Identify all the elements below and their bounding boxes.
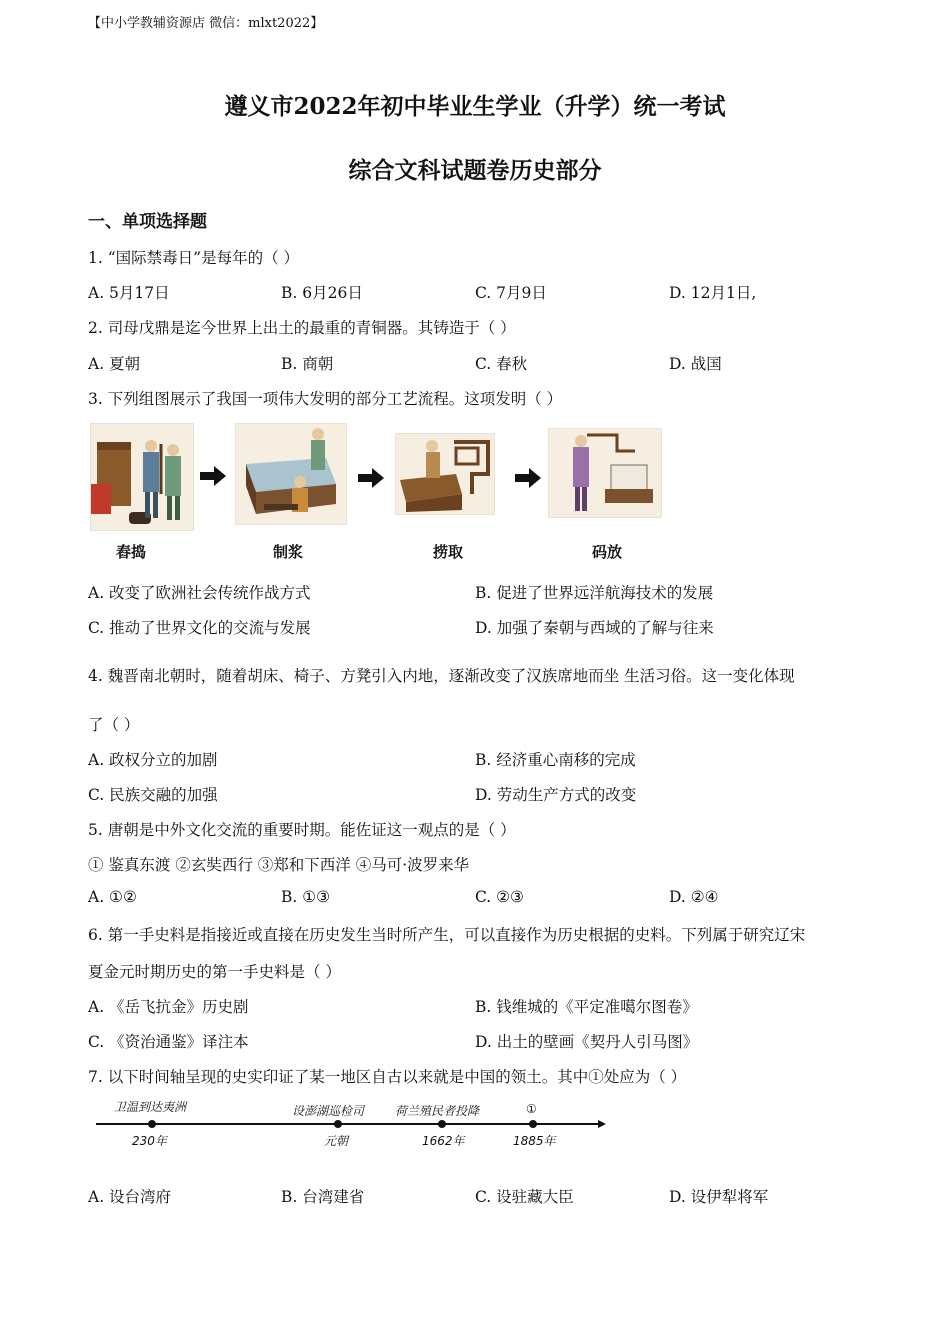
timeline-event-3: 荷兰殖民者投降	[395, 1104, 480, 1118]
page-subtitle: 综合文科试题卷历史部分	[348, 157, 602, 184]
q7-option-a[interactable]: A. 设台湾府	[88, 1188, 172, 1206]
arrow-right-icon-2	[358, 468, 384, 492]
question-2-stem: 2. 司母戊鼎是迄今世界上出土的最重的青铜器。其铸造于（ ）	[88, 319, 516, 337]
q4-option-d[interactable]: D. 劳动生产方式的改变	[475, 786, 637, 804]
q6-option-d[interactable]: D. 出土的壁画《契丹人引马图》	[475, 1033, 699, 1051]
q3-option-a[interactable]: A. 改变了欧洲社会传统作战方式	[88, 584, 311, 602]
timeline-event-2: 设澎湖巡检司	[292, 1104, 365, 1118]
process-label-pounding: 舂捣	[116, 543, 147, 561]
question-5-items: ① 鉴真东渡 ②玄奘西行 ③郑和下西洋 ④马可·波罗来华	[88, 856, 470, 874]
q2-option-b[interactable]: B. 商朝	[281, 355, 334, 373]
q5-option-b[interactable]: B. ①③	[281, 888, 331, 906]
timeline-event-4: ①	[526, 1102, 537, 1116]
section-title: 一、单项选择题	[88, 212, 207, 232]
q6-option-c[interactable]: C. 《资治通鉴》译注本	[88, 1033, 249, 1051]
timeline-event-1: 卫温到达夷洲	[114, 1100, 187, 1114]
q3-option-c[interactable]: C. 推动了世界文化的交流与发展	[88, 619, 311, 637]
q4-option-a[interactable]: A. 政权分立的加剧	[88, 751, 218, 769]
papermaking-stacking-illustration	[548, 428, 662, 518]
q1-option-c[interactable]: C. 7月9日	[475, 284, 547, 302]
question-1-stem: 1. “国际禁毒日”是每年的（ ）	[88, 249, 299, 267]
process-label-scooping: 捞取	[433, 543, 464, 561]
timeline-date-1: 230年	[132, 1134, 167, 1148]
question-3-stem: 3. 下列组图展示了我国一项伟大发明的部分工艺流程。这项发明（ ）	[88, 390, 563, 408]
q2-option-a[interactable]: A. 夏朝	[88, 355, 141, 373]
q2-option-d[interactable]: D. 战国	[669, 355, 722, 373]
question-5-stem: 5. 唐朝是中外文化交流的重要时期。能佐证这一观点的是（ ）	[88, 821, 516, 839]
papermaking-pounding-illustration	[90, 423, 194, 531]
timeline-date-2: 元朝	[324, 1134, 349, 1148]
q7-option-c[interactable]: C. 设驻藏大臣	[475, 1188, 574, 1206]
question-6-stem-line1: 6. 第一手史料是指接近或直接在历史发生当时所产生，可以直接作为历史根据的史料。下列属于研究辽宋	[88, 926, 806, 944]
q1-option-d[interactable]: D. 12月1日,	[669, 284, 757, 302]
papermaking-scooping-illustration	[395, 433, 495, 515]
arrow-right-icon-3	[515, 468, 541, 492]
process-label-pulping: 制浆	[273, 543, 304, 561]
q3-option-b[interactable]: B. 促进了世界远洋航海技术的发展	[475, 584, 714, 602]
question-4-stem-line2: 了（ ）	[88, 716, 140, 734]
q4-option-b[interactable]: B. 经济重心南移的完成	[475, 751, 636, 769]
q6-option-b[interactable]: B. 钱维城的《平定准噶尔图卷》	[475, 998, 698, 1016]
page-header: 【中小学教辅资源店 微信：mlxt2022】	[88, 16, 324, 31]
question-4-stem-line1: 4. 魏晋南北朝时，随着胡床、椅子、方凳引入内地，逐渐改变了汉族席地而坐 生活习俗。这一变化体现	[88, 667, 795, 685]
timeline	[90, 1096, 610, 1152]
question-7-stem: 7. 以下时间轴呈现的史实印证了某一地区自古以来就是中国的领土。其中①处应为（ ）	[88, 1068, 687, 1086]
question-6-stem-line2: 夏金元时期历史的第一手史料是（ ）	[88, 963, 341, 981]
process-label-stacking: 码放	[592, 543, 623, 561]
page-title: 遵义市2022年初中毕业生学业（升学）统一考试	[224, 93, 726, 120]
q5-option-a[interactable]: A. ①②	[88, 888, 137, 906]
q4-option-c[interactable]: C. 民族交融的加强	[88, 786, 218, 804]
papermaking-pulp-illustration	[235, 423, 347, 525]
q5-option-c[interactable]: C. ②③	[475, 888, 524, 906]
q3-option-d[interactable]: D. 加强了秦朝与西域的了解与往来	[475, 619, 714, 637]
q5-option-d[interactable]: D. ②④	[669, 888, 719, 906]
timeline-date-3: 1662年	[422, 1134, 465, 1148]
q7-option-d[interactable]: D. 设伊犁将军	[669, 1188, 769, 1206]
q1-option-b[interactable]: B. 6月26日	[281, 284, 363, 302]
q6-option-a[interactable]: A. 《岳飞抗金》历史剧	[88, 998, 249, 1016]
q2-option-c[interactable]: C. 春秋	[475, 355, 528, 373]
arrow-right-icon-1	[200, 466, 226, 490]
q1-option-a[interactable]: A. 5月17日	[88, 284, 170, 302]
timeline-date-4: 1885年	[513, 1134, 556, 1148]
q7-option-b[interactable]: B. 台湾建省	[281, 1188, 365, 1206]
